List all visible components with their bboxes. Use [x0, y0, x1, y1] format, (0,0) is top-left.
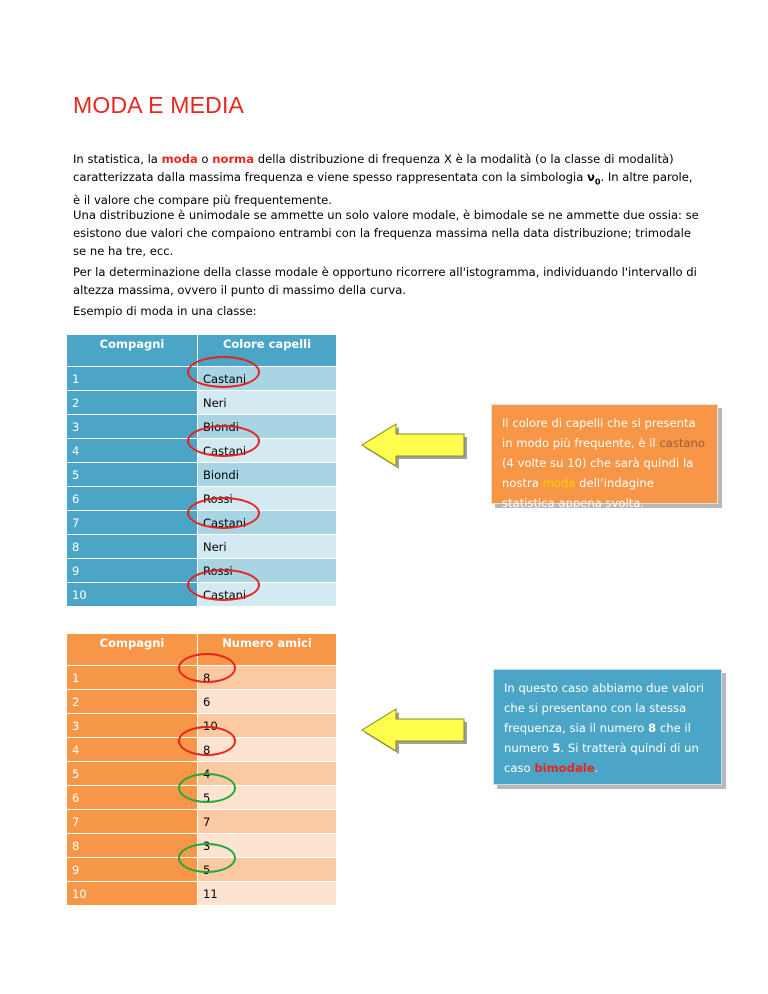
paragraph-unimodal: Una distribuzione è unimodale se ammette un solo valore modale, è bimodale se ne ammette due ossia: se esistono due valori che compaiono entrambi con la frequenza massima nella data distribuzione; trimodale se ne ha tre, ecc.: [73, 208, 699, 258]
text: . In altre parole, è il valore che compare più frequentemente.: [73, 170, 693, 208]
row-index-cell: 6: [67, 487, 198, 511]
highlight-ring-castani-4: [187, 425, 260, 457]
callout-hair-mode: [491, 404, 718, 510]
row-index-cell: 7: [67, 511, 198, 535]
row-value-cell: 4: [198, 762, 337, 786]
highlight-ring-5-9: [178, 843, 236, 873]
page-title: MODA E MEDIA: [73, 92, 245, 118]
row-value-cell: 7: [198, 810, 337, 834]
header-colore-capelli: Colore capelli: [198, 335, 337, 367]
row-index-cell: 8: [67, 535, 198, 559]
highlight-ring-castani-1: [187, 356, 260, 388]
row-index-cell: 2: [67, 391, 198, 415]
text: In statistica, la: [73, 152, 162, 166]
row-index-cell: 9: [67, 559, 198, 583]
symbol-nu: ν: [586, 170, 595, 184]
symbol-subscript: 0: [594, 177, 601, 187]
table-row: [67, 535, 337, 559]
row-index-cell: 10: [67, 583, 198, 607]
row-value-cell: Rossi: [198, 487, 337, 511]
highlight-ring-5-6: [178, 773, 236, 803]
text: . Si tratterà quindi di un caso: [504, 741, 699, 775]
paragraph-histogram: Per la determinazione della classe modale è opportuno ricorrere all'istogramma, individuando l'intervallo di altezza massima, ovvero il punto di massimo della curva.: [73, 265, 697, 297]
row-value-cell: Neri: [198, 535, 337, 559]
table-row: [67, 882, 337, 906]
row-index-cell: 5: [67, 463, 198, 487]
row-value-cell: 10: [198, 714, 337, 738]
row-index-cell: 10: [67, 882, 198, 906]
header-compagni: Compagni: [67, 634, 198, 666]
text: In questo caso abbiamo due valori che si presentano con la stessa frequenza, sia il numero: [504, 681, 704, 735]
term-castano: castano: [659, 436, 705, 450]
row-value-cell: 11: [198, 882, 337, 906]
highlight-ring-castani-10: [187, 569, 260, 601]
term-bimodale: bimodale: [534, 761, 595, 775]
table-row: [67, 391, 337, 415]
table-row: [67, 690, 337, 714]
row-value-cell: 6: [198, 690, 337, 714]
row-index-cell: 3: [67, 714, 198, 738]
highlight-ring-castani-7: [187, 497, 260, 529]
header-numero-amici: Numero amici: [198, 634, 337, 666]
row-value-cell: Neri: [198, 391, 337, 415]
text: o: [197, 152, 213, 166]
row-value-cell: 5: [198, 858, 337, 882]
paragraph-example: Esempio di moda in una classe:: [73, 304, 257, 318]
row-index-cell: 5: [67, 762, 198, 786]
row-index-cell: 8: [67, 834, 198, 858]
row-index-cell: 2: [67, 690, 198, 714]
paragraph-definition: [73, 150, 703, 209]
callout-bimodal: [493, 669, 722, 785]
value-8: 8: [648, 721, 657, 735]
row-index-cell: 9: [67, 858, 198, 882]
row-index-cell: 6: [67, 786, 198, 810]
row-value-cell: 5: [198, 786, 337, 810]
row-value-cell: Biondi: [198, 415, 337, 439]
row-value-cell: Castani: [198, 367, 337, 391]
header-compagni: Compagni: [67, 335, 198, 367]
row-index-cell: 4: [67, 738, 198, 762]
row-value-cell: Rossi: [198, 559, 337, 583]
text: (4 volte su 10) che sarà quindi la nostra: [502, 456, 694, 490]
row-value-cell: Castani: [198, 511, 337, 535]
row-index-cell: 3: [67, 415, 198, 439]
table-row: [67, 810, 337, 834]
highlight-ring-8-4: [178, 726, 236, 756]
row-value-cell: Castani: [198, 583, 337, 607]
table-row: [67, 463, 337, 487]
term-moda: moda: [542, 476, 576, 490]
term-moda: moda: [161, 152, 198, 166]
row-value-cell: 8: [198, 738, 337, 762]
text: .: [594, 761, 599, 775]
text: che il numero: [504, 721, 691, 755]
term-norma: norma: [212, 152, 255, 166]
text: Il colore di capelli che si presenta in modo più frequente, è il: [502, 416, 696, 450]
value-5: 5: [552, 741, 561, 755]
row-value-cell: 8: [198, 666, 337, 690]
row-value-cell: 3: [198, 834, 337, 858]
left-arrow-icon: [358, 420, 468, 470]
row-index-cell: 1: [67, 666, 198, 690]
text: della distribuzione di frequenza X è la modalità (o la classe di modalità) caratterizzata dalla massima frequenza e viene spesso rappresentata con la simbologia: [73, 152, 674, 184]
row-value-cell: Biondi: [198, 463, 337, 487]
row-index-cell: 7: [67, 810, 198, 834]
left-arrow-icon: [358, 705, 468, 755]
row-index-cell: 1: [67, 367, 198, 391]
row-index-cell: 4: [67, 439, 198, 463]
row-value-cell: Castani: [198, 439, 337, 463]
text: dell’indagine statistica appena svolta.: [502, 476, 654, 510]
highlight-ring-8-1: [178, 653, 236, 683]
